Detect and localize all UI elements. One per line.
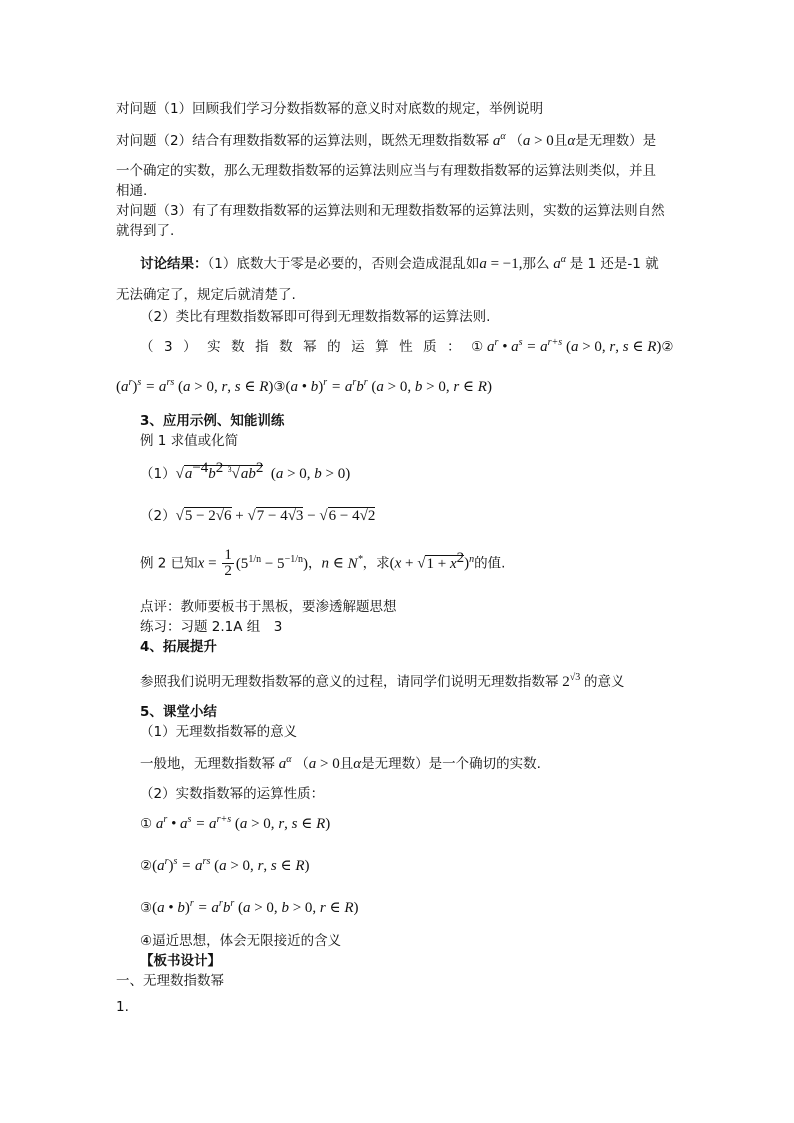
example-1-title: 例 1 求值或化简 <box>140 433 239 449</box>
board-item-1: 1. <box>116 999 129 1015</box>
question-3-line-1: 对问题（3）有了有理数指数幂的运算法则和无理数指数幂的运算法则，实数的运算法则自然 <box>116 203 665 219</box>
question-1-paragraph: 对问题（1）回顾我们学习分数指数幂的意义时对底数的规定，举例说明 <box>116 101 544 117</box>
section-4-text: 参照我们说明无理数指数幂的意义的过程，请同学们说明无理数指数幂 $2^{√3}$ 的意义 <box>140 672 625 690</box>
board-section-1: 一、无理数指数幂 <box>116 973 224 989</box>
comment: 点评：教师要板书于黑板，要渗透解题思想 <box>140 599 397 615</box>
question-2-line-2: 一个确定的实数，那么无理数指数幂的运算法则应当与有理数指数幂的运算法则类似，并且 <box>116 163 656 179</box>
question-3-line-2: 就得到了. <box>116 223 175 239</box>
section-5-heading: 5、课堂小结 <box>140 704 217 720</box>
summary-rule-4: ④逼近思想，体会无限接近的含义 <box>140 933 342 949</box>
summary-item-1: （1）无理数指数幂的意义 <box>140 724 298 740</box>
discussion-item-1-line-2: 无法确定了，规定后就清楚了. <box>116 287 296 303</box>
summary-general: 一般地，无理数指数幂 $a^\alpha$ （a > 0且α是无理数）是一个确切的实数. <box>140 754 541 772</box>
discussion-item-3-line-2: $(a^r)^s = a^{rs}$ (a > 0, r, s ∈ R)③(a • $b)^r = a^rb^r$ (a > 0, b > 0, r ∈ R) <box>116 377 492 395</box>
discussion-item-2: （2）类比有理数指数幂即可得到无理数指数幂的运算法则. <box>140 309 491 325</box>
summary-rule-2: $②(a^r)^s = a^{rs}$ (a > 0, r, s ∈ R) <box>140 856 310 874</box>
practice: 练习：习题 2.1A 组 3 <box>140 619 283 635</box>
summary-rule-3: ③(a • $b)^r = a^rb^r$ (a > 0, b > 0, r ∈ R) <box>140 898 359 916</box>
section-3-heading: 3、应用示例、知能训练 <box>140 413 285 429</box>
discussion-item-3: （3）实数指数幂的运算性质：① $a^r$ • $a^s = a^{r+s}$ (a > 0, r, s ∈ R)② <box>140 337 674 355</box>
question-2-line-3: 相通. <box>116 183 148 199</box>
board-heading: 【板书设计】 <box>140 953 221 969</box>
section-4-heading: 4、拓展提升 <box>140 639 217 655</box>
example-1-item-2: （2）√5 − 2√6 + √7 − 4√3 − √6 − 4√2 <box>140 508 376 524</box>
example-2: 例 2 已知x = $\frac{1}{2}$ $(5^{1/n} - 5^{-1/n})$，n ∈ N*，求$(x + √1 + x^2)^n$的值. <box>140 547 506 579</box>
summary-rule-1: ① $a^r$ • $a^s = a^{r+s}$ (a > 0, r, s ∈ R) <box>140 814 331 832</box>
summary-item-2: （2）实数指数幂的运算性质： <box>140 786 325 802</box>
example-1-item-1: $(1)√a^{-4}b^2$ $^3√ab^2$ (a > 0, b > 0) <box>140 460 351 482</box>
discussion-item-1: 讨论结果：（1）底数大于零是必要的，否则会造成混乱如a = −1,那么 $a^\alpha$ 是 1 还是-1 就 <box>140 254 659 272</box>
question-2-line-1: 对问题（2）结合有理数指数幂的运算法则，既然无理数指数幂 $a^\alpha$ （a > 0且α是无理数）是 <box>116 131 657 149</box>
